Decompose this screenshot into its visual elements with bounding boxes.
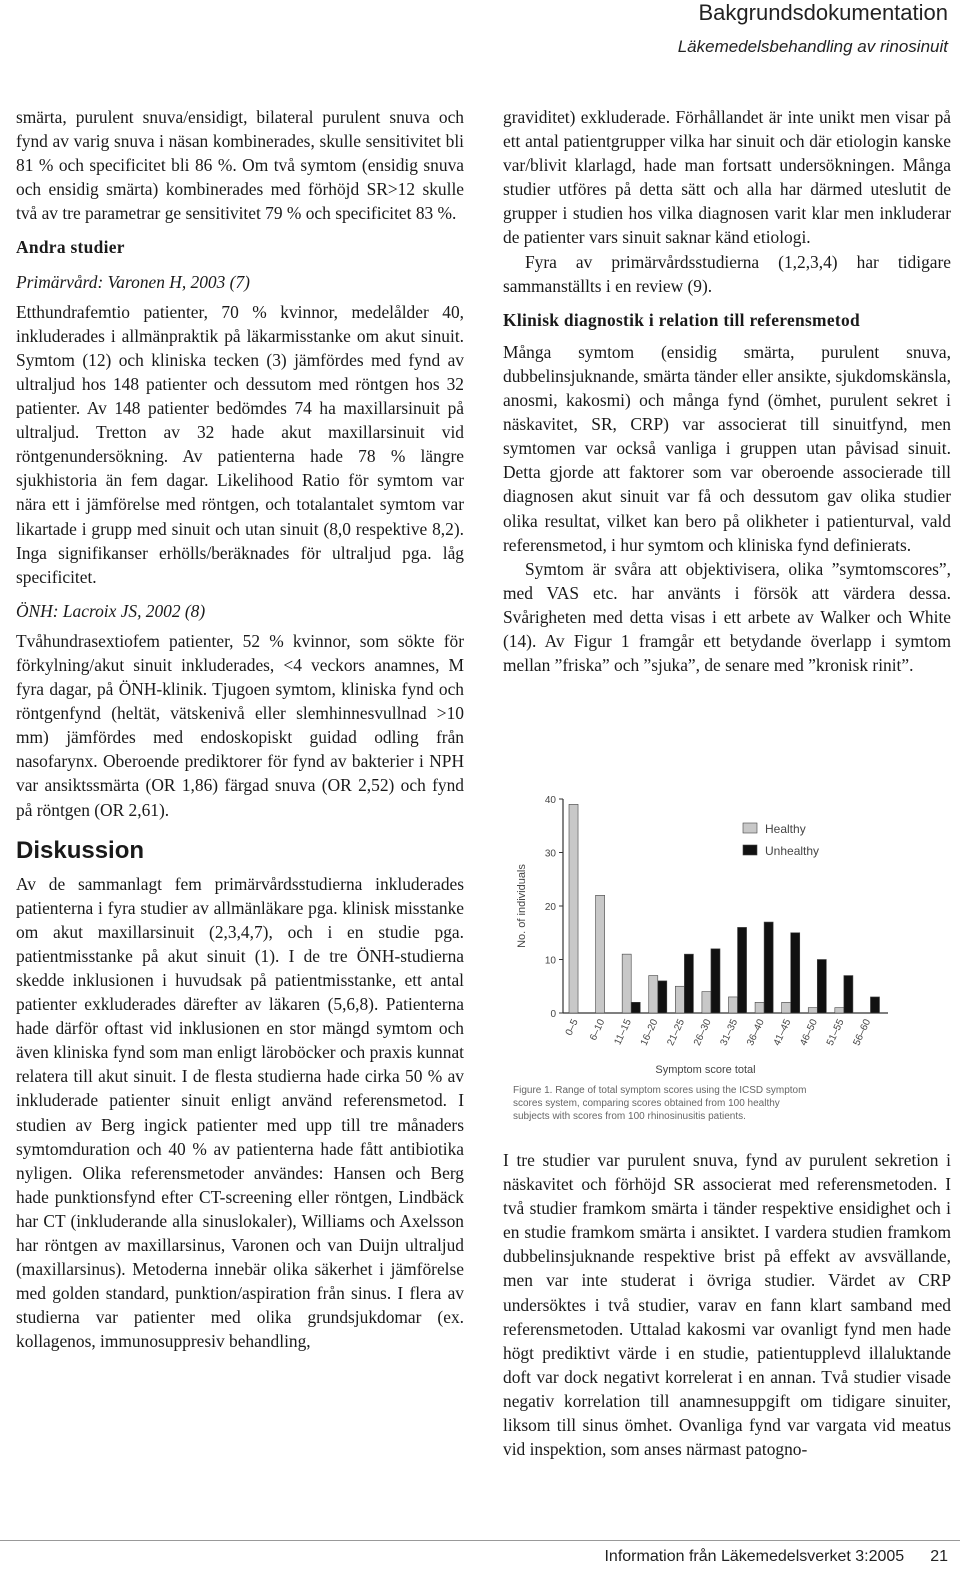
bar-healthy xyxy=(835,1008,844,1013)
page-number: 21 xyxy=(930,1548,948,1565)
chart-axes xyxy=(559,799,888,1013)
legend-label-unhealthy: Unhealthy xyxy=(765,844,820,858)
y-tick-label: 0 xyxy=(550,1009,556,1020)
andra-studier-heading: Andra studier xyxy=(16,237,125,258)
bar-healthy xyxy=(622,954,631,1013)
y-tick-label: 10 xyxy=(544,955,556,967)
x-tick-label: 0–5 xyxy=(563,1017,581,1038)
figure-1 xyxy=(503,785,903,1135)
bar-unhealthy xyxy=(870,997,879,1013)
right-column xyxy=(503,105,951,677)
legend-label-healthy: Healthy xyxy=(765,822,806,836)
right-paragraph-5: I tre studier var purulent snuva, fynd av purulent sekretion i näskavitet och förhöjd SR associerat med referensmetoden. I två studier framkom smärta i tänder respektive ensidighet och i en studie framkom smärta i ansiktet. I vardera studien framkom dubbelinsjuknande respektive brist på effekt av avsvällande, men var inte studerat i övriga studier. Värdet av CRP undersöktes i två studier, varav en fann klart samband med referensmetoden. Uttalad kakosmi var ovanligt fynd men hade högt prediktivt värde i en studie, patientupplevd illaluktande doft var dock negativt korrelerat i en annan. Två studier visade negativ korrelation till anamnesuppgift om tidigare sinuiter, liksom till sinus ömhet. Ovanliga fynd var vargata vid meatus vid inspektion, som anses närmast patogno- xyxy=(503,1150,951,1460)
header-subtitle: Läkemedelsbehandling av rinosinuit xyxy=(677,37,948,56)
y-axis-label: No. of individuals xyxy=(516,864,528,948)
legend-swatch-unhealthy xyxy=(743,845,757,855)
bar-unhealthy xyxy=(684,954,693,1013)
chart-bars xyxy=(569,804,879,1013)
right-paragraph-4: Symtom är svåra att objektivisera, olika ”symtomscores”, med VAS etc. har använts i försök att värdera dessa. Svårigheten med detta visas i ett arbete av Walker och White (14). Av Figur 1 framgår ett betydande överlapp i symtom mellan ”friska” och ”sjuka”, de senare med ”kronisk rinit”. xyxy=(503,558,951,676)
left-paragraph-1: smärta, purulent snuva/ensidigt, bilateral purulent snuva och fynd av varig snuva i näsan kombinerades, skulle sensitivitet bli 81 % och specificitet bli 86 %. Om två symtom (ensidig snuva och ensidig smärta) kombinerades med förhöjd SR>12 skulle två av tre parametrar ge sensitivitet 79 % och specificitet 83 %. xyxy=(16,107,464,224)
x-tick-label: 51–55 xyxy=(824,1017,847,1048)
x-tick-label: 56–60 xyxy=(851,1017,874,1048)
left-paragraph-3: Tvåhundrasextiofem patienter, 52 % kvinnor, som sökte för förkylning/akut sinuit inkluderades, <4 veckors anamnes, M fyra dagar, på ÖNH-klinik. Tjugoen symtom, kliniska fynd och röntgenfynd (heltät, vätskenivå eller slemhinnesvullnad >10 mm) jämfördes med endoskopiskt guidad odling från nasofarynx. Oberoende prediktorer för fynd av bakterier i NPH var ansiktssmärta (OR 1,86) färgad snuva (OR 2,52) och fynd på röntgen (OR 2,61). xyxy=(16,630,464,820)
footer-source: Information från Läkemedelsverket 3:2005 xyxy=(604,1548,905,1565)
right-paragraph-2: Fyra av primärvårdsstudierna (1,2,3,4) har tidigare sammanställts i en review (9). xyxy=(503,251,951,296)
bar-healthy xyxy=(808,1008,817,1013)
y-tick-label: 30 xyxy=(544,848,556,860)
bar-unhealthy xyxy=(764,922,773,1013)
bar-healthy xyxy=(702,992,711,1013)
y-tick-label: 40 xyxy=(544,795,556,806)
right-column-lower xyxy=(503,1148,951,1461)
x-axis-label: Symptom score total xyxy=(655,1064,756,1076)
bar-unhealthy xyxy=(844,976,853,1013)
footer-divider xyxy=(0,1540,960,1541)
x-tick-label: 16–20 xyxy=(638,1017,661,1048)
bar-unhealthy xyxy=(738,927,747,1013)
legend-swatch-healthy xyxy=(743,823,757,833)
figure-caption: Figure 1. Range of total symptom scores using the ICSD symptom scores system, comparing scores obtained from 100 healthy subjects with scores from 100 rhinosinusitis patients. xyxy=(513,1085,807,1122)
symptom-score-chart xyxy=(503,785,903,1135)
reference-varonen: Primärvård: Varonen H, 2003 (7) xyxy=(16,271,250,292)
x-tick-label: 21–25 xyxy=(665,1017,688,1048)
left-column xyxy=(16,105,464,1354)
y-tick-label: 20 xyxy=(544,902,556,913)
bar-unhealthy xyxy=(791,933,800,1013)
bar-healthy xyxy=(675,986,684,1013)
bar-unhealthy xyxy=(817,960,826,1014)
bar-healthy xyxy=(596,895,605,1013)
bar-unhealthy xyxy=(711,949,720,1013)
diskussion-heading: Diskussion xyxy=(16,836,145,864)
x-tick-label: 36–40 xyxy=(745,1017,767,1048)
bar-healthy xyxy=(649,976,658,1013)
klinisk-diagnostik-heading: Klinisk diagnostik i relation till referensmetod xyxy=(503,309,860,330)
x-tick-label: 46–50 xyxy=(798,1017,821,1048)
bar-unhealthy xyxy=(658,981,667,1013)
bar-healthy xyxy=(569,804,578,1013)
left-paragraph-4: Av de sammanlagt fem primärvårdsstudierna inkluderades patienterna i fyra studier av allmänläkare pga. klinisk misstanke om akut maxillarsinuit (2,3,4,7), och i en studie pga. patientmisstanke på akut sinuit (1). I de tre ÖNH-studierna skedde inklusionen i huvudsak på patientmisstanke, ett antal patienter exkluderades därefter av läkaren (5,6,8). Patienterna hade därför oftast vid inklusionen en stor mängd symtom och även kliniska fynd som man enligt läroböcker och praxis kunnat relatera till akut sinuit. I de flesta studierna hade cirka 50 % av inkluderade patienter sinuit enligt använd referensmetod. I studien av Berg ingick patienter med upp till tre månaders symtomduration och 40 % av patienterna hade fått antibiotika nyligen. Olika referensmetoder användes: Hansen och Berg hade punktionsfynd efter CT-screening eller röntgen, Lindbäck har CT (inkluderande alla sinuslokaler), Williams och Axelsson har röntgen av maxillarsinus, Varonen och van Duijn ultraljud (maxillarsinus). Metoderna innebär olika säkerhet i jämförelse med golden standard, punktion/aspiration från sinus. I flera av studierna var patienter med olika grundsjukdomar (ex. kollagenos, immunosuppresiv behandling, xyxy=(16,873,464,1352)
x-tick-label: 11–15 xyxy=(612,1017,634,1047)
x-tick-label: 26–30 xyxy=(691,1017,714,1048)
right-paragraph-1: graviditet) exkluderade. Förhållandet är inte unikt men visar på ett antal patientgrupper vilka har sinuit och där etiologin kanske var/blivit klarlagd, hade man fortsatt undersökningen. Många studier utföres på detta sätt och alla har därmed uteslutit de grupper i studien hos vilka diagnosen varit klar men inkluderar de patienter vars sinuit saknar känd etiologi. xyxy=(503,107,951,248)
reference-lacroix: ÖNH: Lacroix JS, 2002 (8) xyxy=(16,600,206,621)
right-paragraph-3: Många symtom (ensidig smärta, purulent snuva, dubbelinsjuknande, smärta tänder eller ansikte, sjukdomskänsla, anosmi, kakosmi) och många fynd (ömhet, purulent sekret i näskavitet, SR, CRP) var associerat till sinuitfynd, men symtomen var också vanliga i gruppen utan påvisad sinuit. Detta gjorde att faktorer som var oberoende associerade till diagnosen akut sinuit var få och dessutom gav olika studier olika resultat, vilket kan bero på olikheter i patienturval, vald referensmetod, i hur symtom och kliniska fynd definierats. xyxy=(503,341,951,555)
bar-healthy xyxy=(755,1002,764,1013)
bar-healthy xyxy=(782,1002,791,1013)
x-tick-label: 6–10 xyxy=(587,1017,608,1043)
page-footer xyxy=(604,1548,948,1566)
chart-caption xyxy=(513,1085,806,1122)
x-tick-label: 41–45 xyxy=(771,1017,794,1048)
bar-healthy xyxy=(729,997,738,1013)
chart-legend xyxy=(743,822,819,858)
header-title: Bakgrundsdokumentation xyxy=(698,0,948,25)
bar-unhealthy xyxy=(631,1002,640,1013)
left-paragraph-2: Etthundrafemtio patienter, 70 % kvinnor, medelålder 40, inkluderades i allmänpraktik på läkarmisstanke om akut sinuit. Symtom (12) och kliniska tecken (3) jämfördes med fynd av ultraljud hos 148 patienter och dessutom med röntgen hos 32 patienter. Av 148 patienter bedömdes 74 ha maxillarsinuit på ultraljud. Tretton av 32 hade akut maxillarsinuit vid röntgenundersökning. Av patienterna hade 78 % längre sjukhistoria än fem dagar. Likelihood Ratio för symtom var nära ett i jämförelse med röntgen, och totalantalet symtom var likartade i grupp med sinuit och utan sinuit (8,0 respektive 8,2). Inga signifikanser erhölls/beräknades för ultraljud pga. låg specificitet. xyxy=(16,301,464,587)
x-tick-label: 31–35 xyxy=(718,1017,741,1048)
